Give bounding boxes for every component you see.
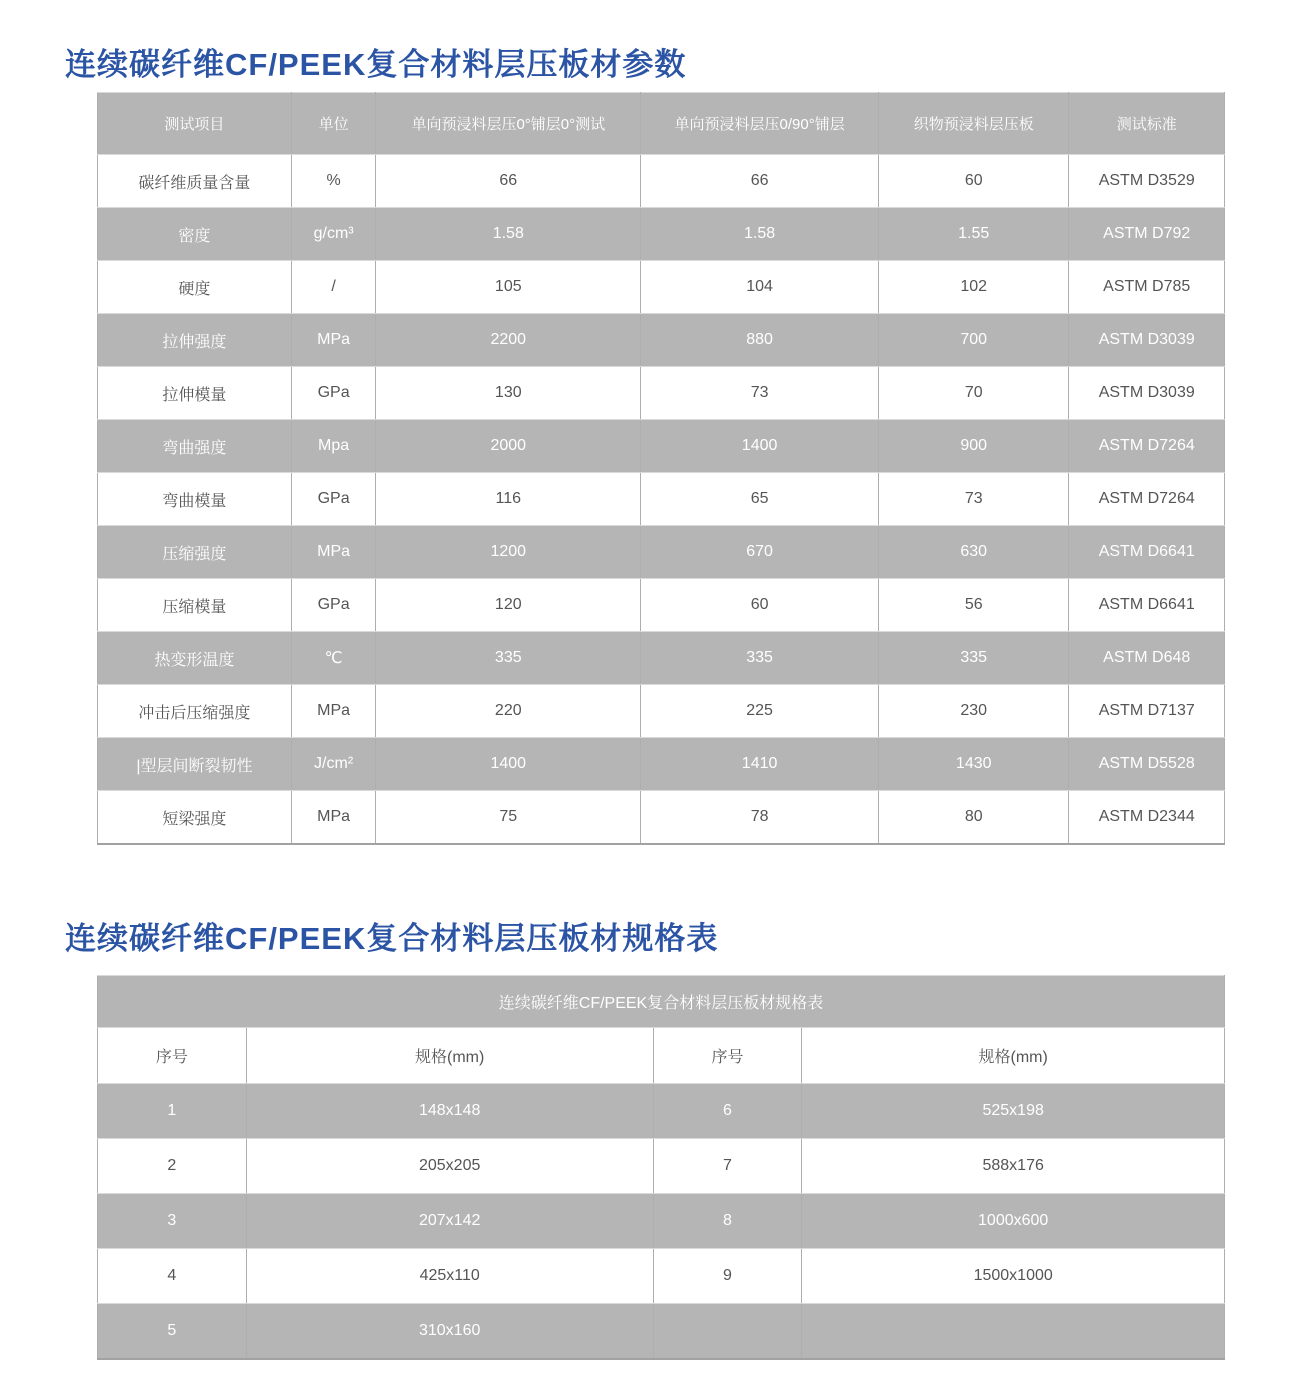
section-title-parameters: 连续碳纤维CF/PEEK复合材料层压板材参数 (65, 46, 687, 82)
header-test-standard: 测试标准 (1069, 93, 1225, 155)
table-row (98, 155, 1225, 208)
table-cell: 碳纤维质量含量 (98, 155, 292, 208)
table-cell: 630 (879, 526, 1069, 579)
header-test-item: 测试项目 (98, 93, 292, 155)
table-cell: 335 (376, 632, 641, 685)
table-cell: 2000 (376, 420, 641, 473)
table-cell: 短梁强度 (98, 791, 292, 845)
table-cell: 900 (879, 420, 1069, 473)
table-cell: 1400 (641, 420, 879, 473)
table-cell: 73 (879, 473, 1069, 526)
table-cell: 880 (641, 314, 879, 367)
table-cell: ASTM D785 (1069, 261, 1225, 314)
table-row (98, 579, 1225, 632)
table-cell: 5 (98, 1304, 247, 1360)
header-unit: 单位 (291, 93, 376, 155)
table-cell: 1500x1000 (802, 1249, 1225, 1304)
table-row (98, 1304, 1225, 1360)
table-cell: 80 (879, 791, 1069, 845)
header-spec-mm-right: 规格(mm) (802, 1028, 1225, 1084)
table-cell: ASTM D7264 (1069, 473, 1225, 526)
table-cell: 102 (879, 261, 1069, 314)
table-cell: 1.55 (879, 208, 1069, 261)
table-cell: 56 (879, 579, 1069, 632)
table-cell: 拉伸模量 (98, 367, 292, 420)
table-cell: 热变形温度 (98, 632, 292, 685)
table-cell: 9 (653, 1249, 802, 1304)
table-cell: 230 (879, 685, 1069, 738)
table-row (98, 1139, 1225, 1194)
table-row (98, 420, 1225, 473)
table-cell: 335 (641, 632, 879, 685)
table-cell: GPa (291, 367, 376, 420)
table-cell: 70 (879, 367, 1069, 420)
table-cell: g/cm³ (291, 208, 376, 261)
table-cell: 1430 (879, 738, 1069, 791)
parameters-table (97, 92, 1225, 845)
header-ud-0-layup: 单向预浸料层压0°铺层0°测试 (376, 93, 641, 155)
table-row (98, 685, 1225, 738)
table-cell: 66 (641, 155, 879, 208)
table-cell: 207x142 (246, 1194, 653, 1249)
table-cell: 220 (376, 685, 641, 738)
specifications-table-body (98, 1084, 1225, 1360)
table-cell: GPa (291, 579, 376, 632)
table-cell: ASTM D2344 (1069, 791, 1225, 845)
table-cell: 588x176 (802, 1139, 1225, 1194)
table-cell: ASTM D7137 (1069, 685, 1225, 738)
table-cell: 105 (376, 261, 641, 314)
table-cell: MPa (291, 314, 376, 367)
table-cell: 148x148 (246, 1084, 653, 1139)
table-cell: 硬度 (98, 261, 292, 314)
table-cell: 60 (641, 579, 879, 632)
table-cell: 1.58 (641, 208, 879, 261)
parameters-header-row (98, 93, 1225, 155)
table-cell: 8 (653, 1194, 802, 1249)
table-cell: 335 (879, 632, 1069, 685)
table-row (98, 473, 1225, 526)
table-cell: 1000x600 (802, 1194, 1225, 1249)
parameters-table-body (98, 155, 1225, 845)
table-cell: MPa (291, 526, 376, 579)
table-cell: 525x198 (802, 1084, 1225, 1139)
table-cell: 205x205 (246, 1139, 653, 1194)
table-cell: 66 (376, 155, 641, 208)
table-cell: 65 (641, 473, 879, 526)
section-title-specifications: 连续碳纤维CF/PEEK复合材料层压板材规格表 (65, 920, 719, 956)
table-cell: / (291, 261, 376, 314)
spec-header-row (98, 1028, 1225, 1084)
table-cell: GPa (291, 473, 376, 526)
table-cell: 104 (641, 261, 879, 314)
spec-table-banner: 连续碳纤维CF/PEEK复合材料层压板材规格表 (98, 976, 1225, 1028)
table-cell: 6 (653, 1084, 802, 1139)
table-cell: % (291, 155, 376, 208)
table-cell: 120 (376, 579, 641, 632)
table-cell: 2 (98, 1139, 247, 1194)
table-cell: 1200 (376, 526, 641, 579)
header-ud-0-90-layup: 单向预浸料层压0/90°铺层 (641, 93, 879, 155)
table-cell: 拉伸强度 (98, 314, 292, 367)
table-row (98, 791, 1225, 845)
table-cell: 1.58 (376, 208, 641, 261)
header-fabric-laminate: 织物预浸料层压板 (879, 93, 1069, 155)
table-cell: 压缩模量 (98, 579, 292, 632)
table-cell: 4 (98, 1249, 247, 1304)
table-cell: 75 (376, 791, 641, 845)
table-cell: MPa (291, 685, 376, 738)
table-cell: J/cm² (291, 738, 376, 791)
table-row (98, 1194, 1225, 1249)
table-cell: 压缩强度 (98, 526, 292, 579)
table-cell: 弯曲强度 (98, 420, 292, 473)
table-cell: |型层间断裂韧性 (98, 738, 292, 791)
table-cell (653, 1304, 802, 1360)
table-cell: ASTM D792 (1069, 208, 1225, 261)
table-cell: 7 (653, 1139, 802, 1194)
table-cell: ASTM D648 (1069, 632, 1225, 685)
table-cell: ASTM D5528 (1069, 738, 1225, 791)
table-cell: ASTM D6641 (1069, 579, 1225, 632)
table-row (98, 632, 1225, 685)
table-cell: 3 (98, 1194, 247, 1249)
table-cell: ASTM D3039 (1069, 314, 1225, 367)
table-cell (802, 1304, 1225, 1360)
table-row (98, 261, 1225, 314)
table-cell: 1 (98, 1084, 247, 1139)
table-cell: ASTM D3039 (1069, 367, 1225, 420)
table-row (98, 738, 1225, 791)
table-cell: 78 (641, 791, 879, 845)
header-spec-mm-left: 规格(mm) (246, 1028, 653, 1084)
header-serial-no-right: 序号 (653, 1028, 802, 1084)
table-cell: 130 (376, 367, 641, 420)
table-cell: 弯曲模量 (98, 473, 292, 526)
table-row (98, 526, 1225, 579)
table-cell: 冲击后压缩强度 (98, 685, 292, 738)
table-cell: 密度 (98, 208, 292, 261)
table-row (98, 208, 1225, 261)
table-cell: 700 (879, 314, 1069, 367)
table-cell: Mpa (291, 420, 376, 473)
table-cell: 310x160 (246, 1304, 653, 1360)
table-row (98, 367, 1225, 420)
table-cell: ASTM D7264 (1069, 420, 1225, 473)
table-cell: 60 (879, 155, 1069, 208)
header-serial-no-left: 序号 (98, 1028, 247, 1084)
specifications-table (97, 975, 1225, 1360)
table-cell: ASTM D6641 (1069, 526, 1225, 579)
table-cell: 73 (641, 367, 879, 420)
table-cell: 1400 (376, 738, 641, 791)
table-cell: ASTM D3529 (1069, 155, 1225, 208)
table-row (98, 314, 1225, 367)
spec-table-banner-row (98, 976, 1225, 1028)
table-cell: MPa (291, 791, 376, 845)
table-cell: 1410 (641, 738, 879, 791)
table-cell: ℃ (291, 632, 376, 685)
table-cell: 116 (376, 473, 641, 526)
table-row (98, 1249, 1225, 1304)
table-cell: 225 (641, 685, 879, 738)
table-cell: 425x110 (246, 1249, 653, 1304)
table-cell: 670 (641, 526, 879, 579)
table-row (98, 1084, 1225, 1139)
table-cell: 2200 (376, 314, 641, 367)
